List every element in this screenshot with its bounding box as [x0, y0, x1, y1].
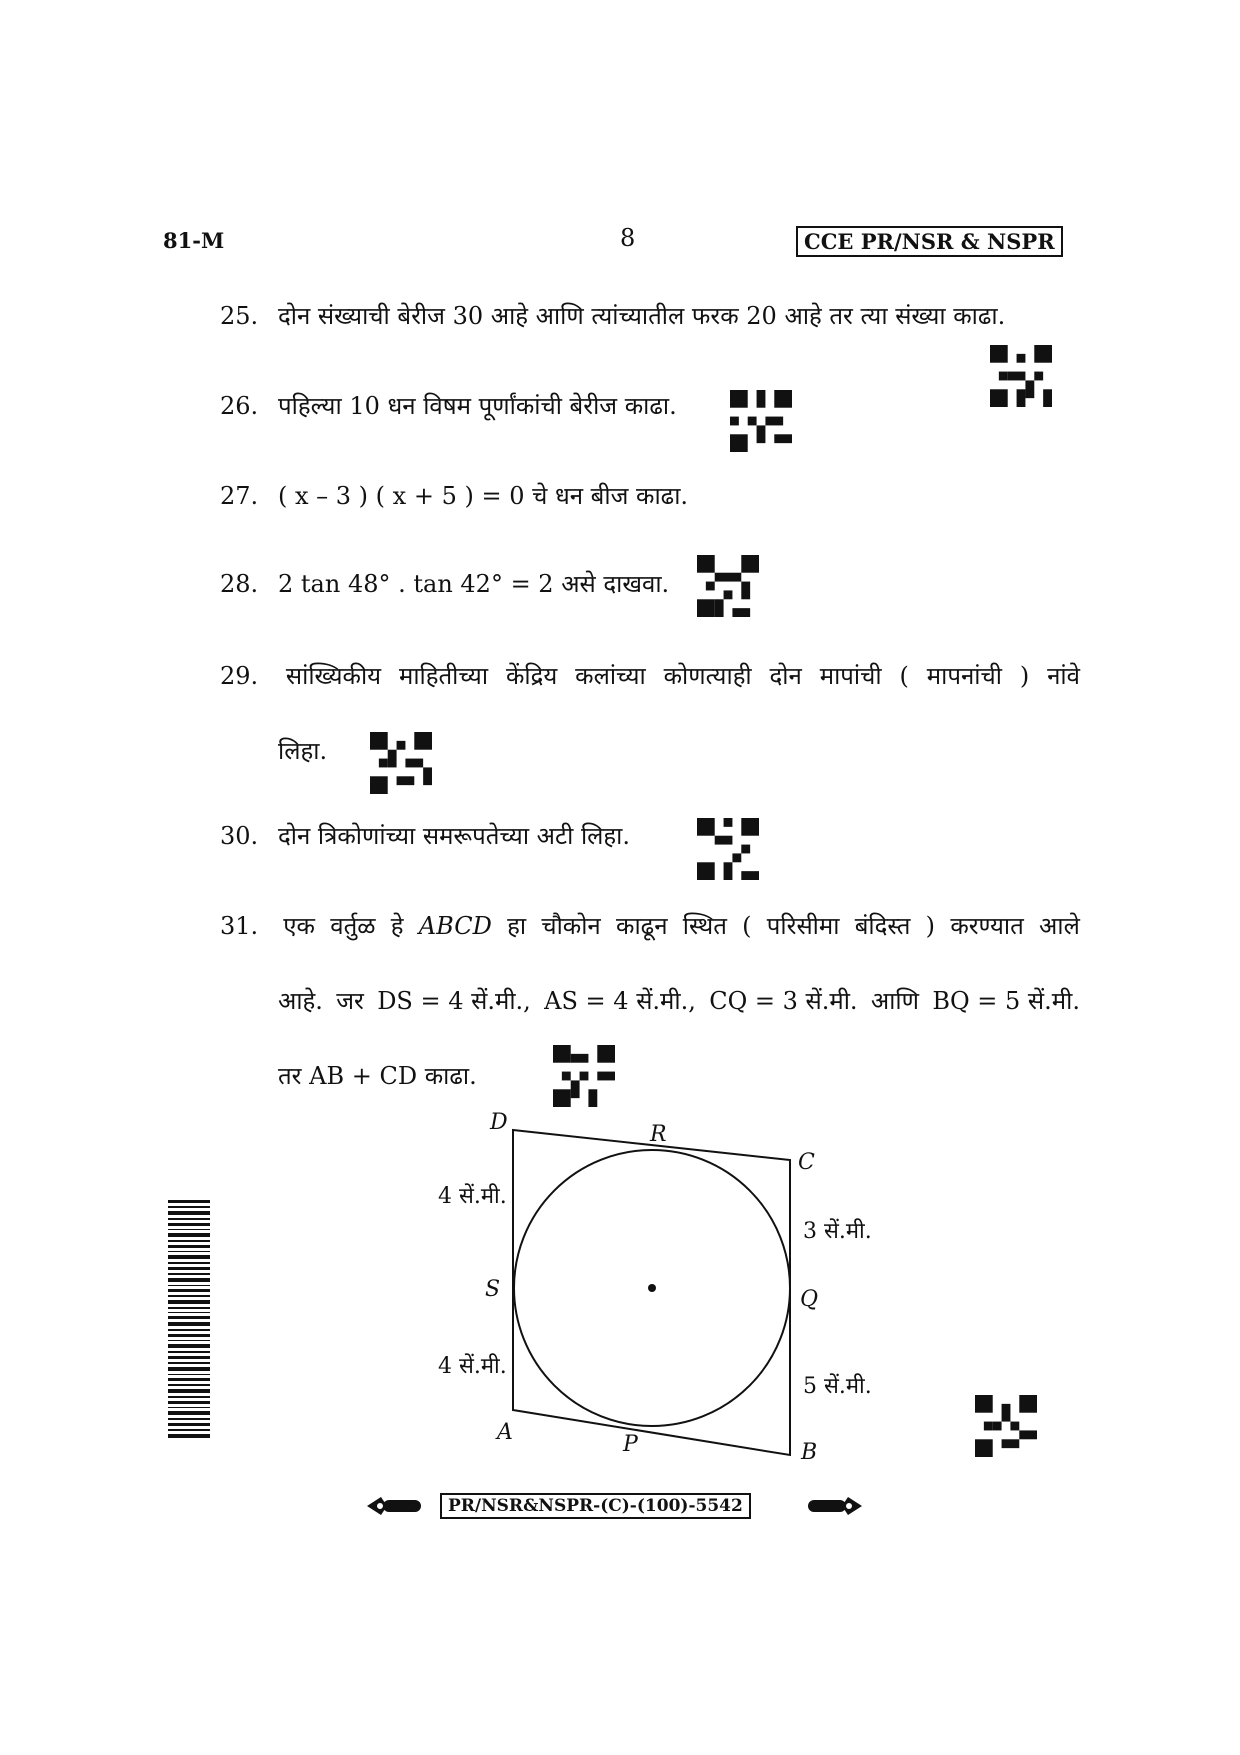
question-number: 26.: [220, 392, 259, 420]
length-label-as: 4 सें.मी.: [438, 1354, 507, 1379]
question-number: 25.: [220, 302, 259, 330]
qr-code-icon: [730, 390, 792, 452]
question-text: दोन त्रिकोणांच्या समरूपतेच्या अटी लिहा.: [278, 822, 631, 850]
question-29-continuation: लिहा.: [278, 737, 328, 765]
qr-code-icon: [697, 818, 759, 880]
qr-code-icon: [975, 1395, 1037, 1457]
question-text: पहिल्या 10 धन विषम पूर्णांकांची बेरीज काढा.: [278, 392, 677, 420]
question-word: सांख्यिकीय: [285, 662, 382, 690]
question-word: माहितीच्या: [398, 662, 489, 690]
left-ornament-icon: [365, 1494, 423, 1518]
question-word: मापांची: [819, 662, 882, 690]
page-number: 8: [620, 224, 636, 252]
question-word: वर्तुळ: [330, 912, 376, 940]
qr-code-icon: [990, 345, 1052, 407]
question-word: चौकोन: [541, 912, 601, 940]
question-25: [220, 300, 1005, 332]
question-word: जर: [336, 987, 364, 1015]
vertex-label-b: B: [801, 1440, 818, 1465]
question-word: बंदिस्त: [854, 912, 911, 940]
question-word: हे: [390, 912, 404, 940]
question-word: नांवे: [1047, 662, 1080, 690]
question-31-line-3: तर AB + CD काढा.: [278, 1062, 477, 1090]
barcode-icon: [168, 1200, 210, 1440]
question-word: कलांच्या: [575, 662, 646, 690]
vertex-label-d: D: [490, 1110, 508, 1135]
question-word: BQ = 5 सें.मी.: [932, 987, 1080, 1015]
length-label-bq: 5 सें.मी.: [803, 1374, 872, 1399]
question-word: (: [742, 912, 752, 940]
question-word: CQ = 3 सें.मी.: [709, 987, 858, 1015]
length-label-cq: 3 सें.मी.: [803, 1219, 872, 1244]
qr-code-icon: [370, 732, 432, 794]
question-number: 28.: [220, 570, 259, 598]
question-word: करण्यात: [950, 912, 1024, 940]
footer-code: PR/NSR&NSPR-(C)-(100)-5542: [440, 1493, 751, 1519]
question-text: दोन संख्याची बेरीज 30 आहे आणि त्यांच्यातील फरक 20 आहे तर त्या संख्या काढा.: [278, 302, 1006, 330]
tangent-point-r: R: [650, 1122, 667, 1147]
question-word: ): [1019, 662, 1030, 690]
question-word: आहे.: [278, 987, 323, 1015]
question-word: AS = 4 सें.मी.,: [544, 987, 696, 1015]
question-number: 31.: [220, 912, 259, 940]
question-30: [220, 820, 630, 852]
quadrilateral-abcd: [513, 1130, 790, 1455]
tangent-point-q: Q: [800, 1287, 819, 1312]
question-number: 27.: [220, 482, 259, 510]
incircle-quadrilateral-figure: [400, 1100, 920, 1480]
question-27: [220, 480, 688, 512]
series-code: CCE PR/NSR & NSPR: [796, 226, 1063, 257]
question-word: परिसीमा: [766, 912, 840, 940]
question-word: दोन: [769, 662, 802, 690]
question-word: आणि: [870, 987, 919, 1015]
question-word: DS = 4 सें.मी.,: [377, 987, 531, 1015]
question-28: [220, 568, 669, 600]
length-label-ds: 4 सें.मी.: [438, 1184, 507, 1209]
question-31-line-2: [278, 985, 1080, 1017]
question-word: हा: [507, 912, 527, 940]
tangent-point-p: P: [623, 1432, 638, 1457]
question-word: ): [925, 912, 936, 940]
qr-code-icon: [553, 1045, 615, 1107]
qr-code-icon: [697, 555, 759, 617]
question-word: मापनांची: [926, 662, 1002, 690]
vertex-label-a: A: [497, 1420, 513, 1445]
question-word: स्थित: [682, 912, 727, 940]
circle-center: [648, 1284, 656, 1292]
question-number: 29.: [220, 662, 259, 690]
question-word: ABCD: [418, 912, 492, 940]
question-word: कोणत्याही: [663, 662, 752, 690]
question-number: 30.: [220, 822, 259, 850]
question-word: आले: [1039, 912, 1080, 940]
question-26: [220, 390, 677, 422]
tangent-point-s: S: [485, 1277, 501, 1302]
question-29: [220, 660, 1080, 692]
vertex-label-c: C: [798, 1150, 815, 1175]
question-text: 2 tan 48° . tan 42° = 2 असे दाखवा.: [278, 570, 670, 598]
question-word: काढून: [616, 912, 668, 940]
right-ornament-icon: [806, 1494, 864, 1518]
question-text: ( x – 3 ) ( x + 5 ) = 0 चे धन बीज काढा.: [278, 482, 689, 510]
question-word: (: [899, 662, 909, 690]
question-word: केंद्रिय: [505, 662, 558, 690]
question-word: एक: [283, 912, 315, 940]
paper-code: 81-M: [163, 228, 225, 253]
question-31-line-1: [220, 910, 1080, 942]
